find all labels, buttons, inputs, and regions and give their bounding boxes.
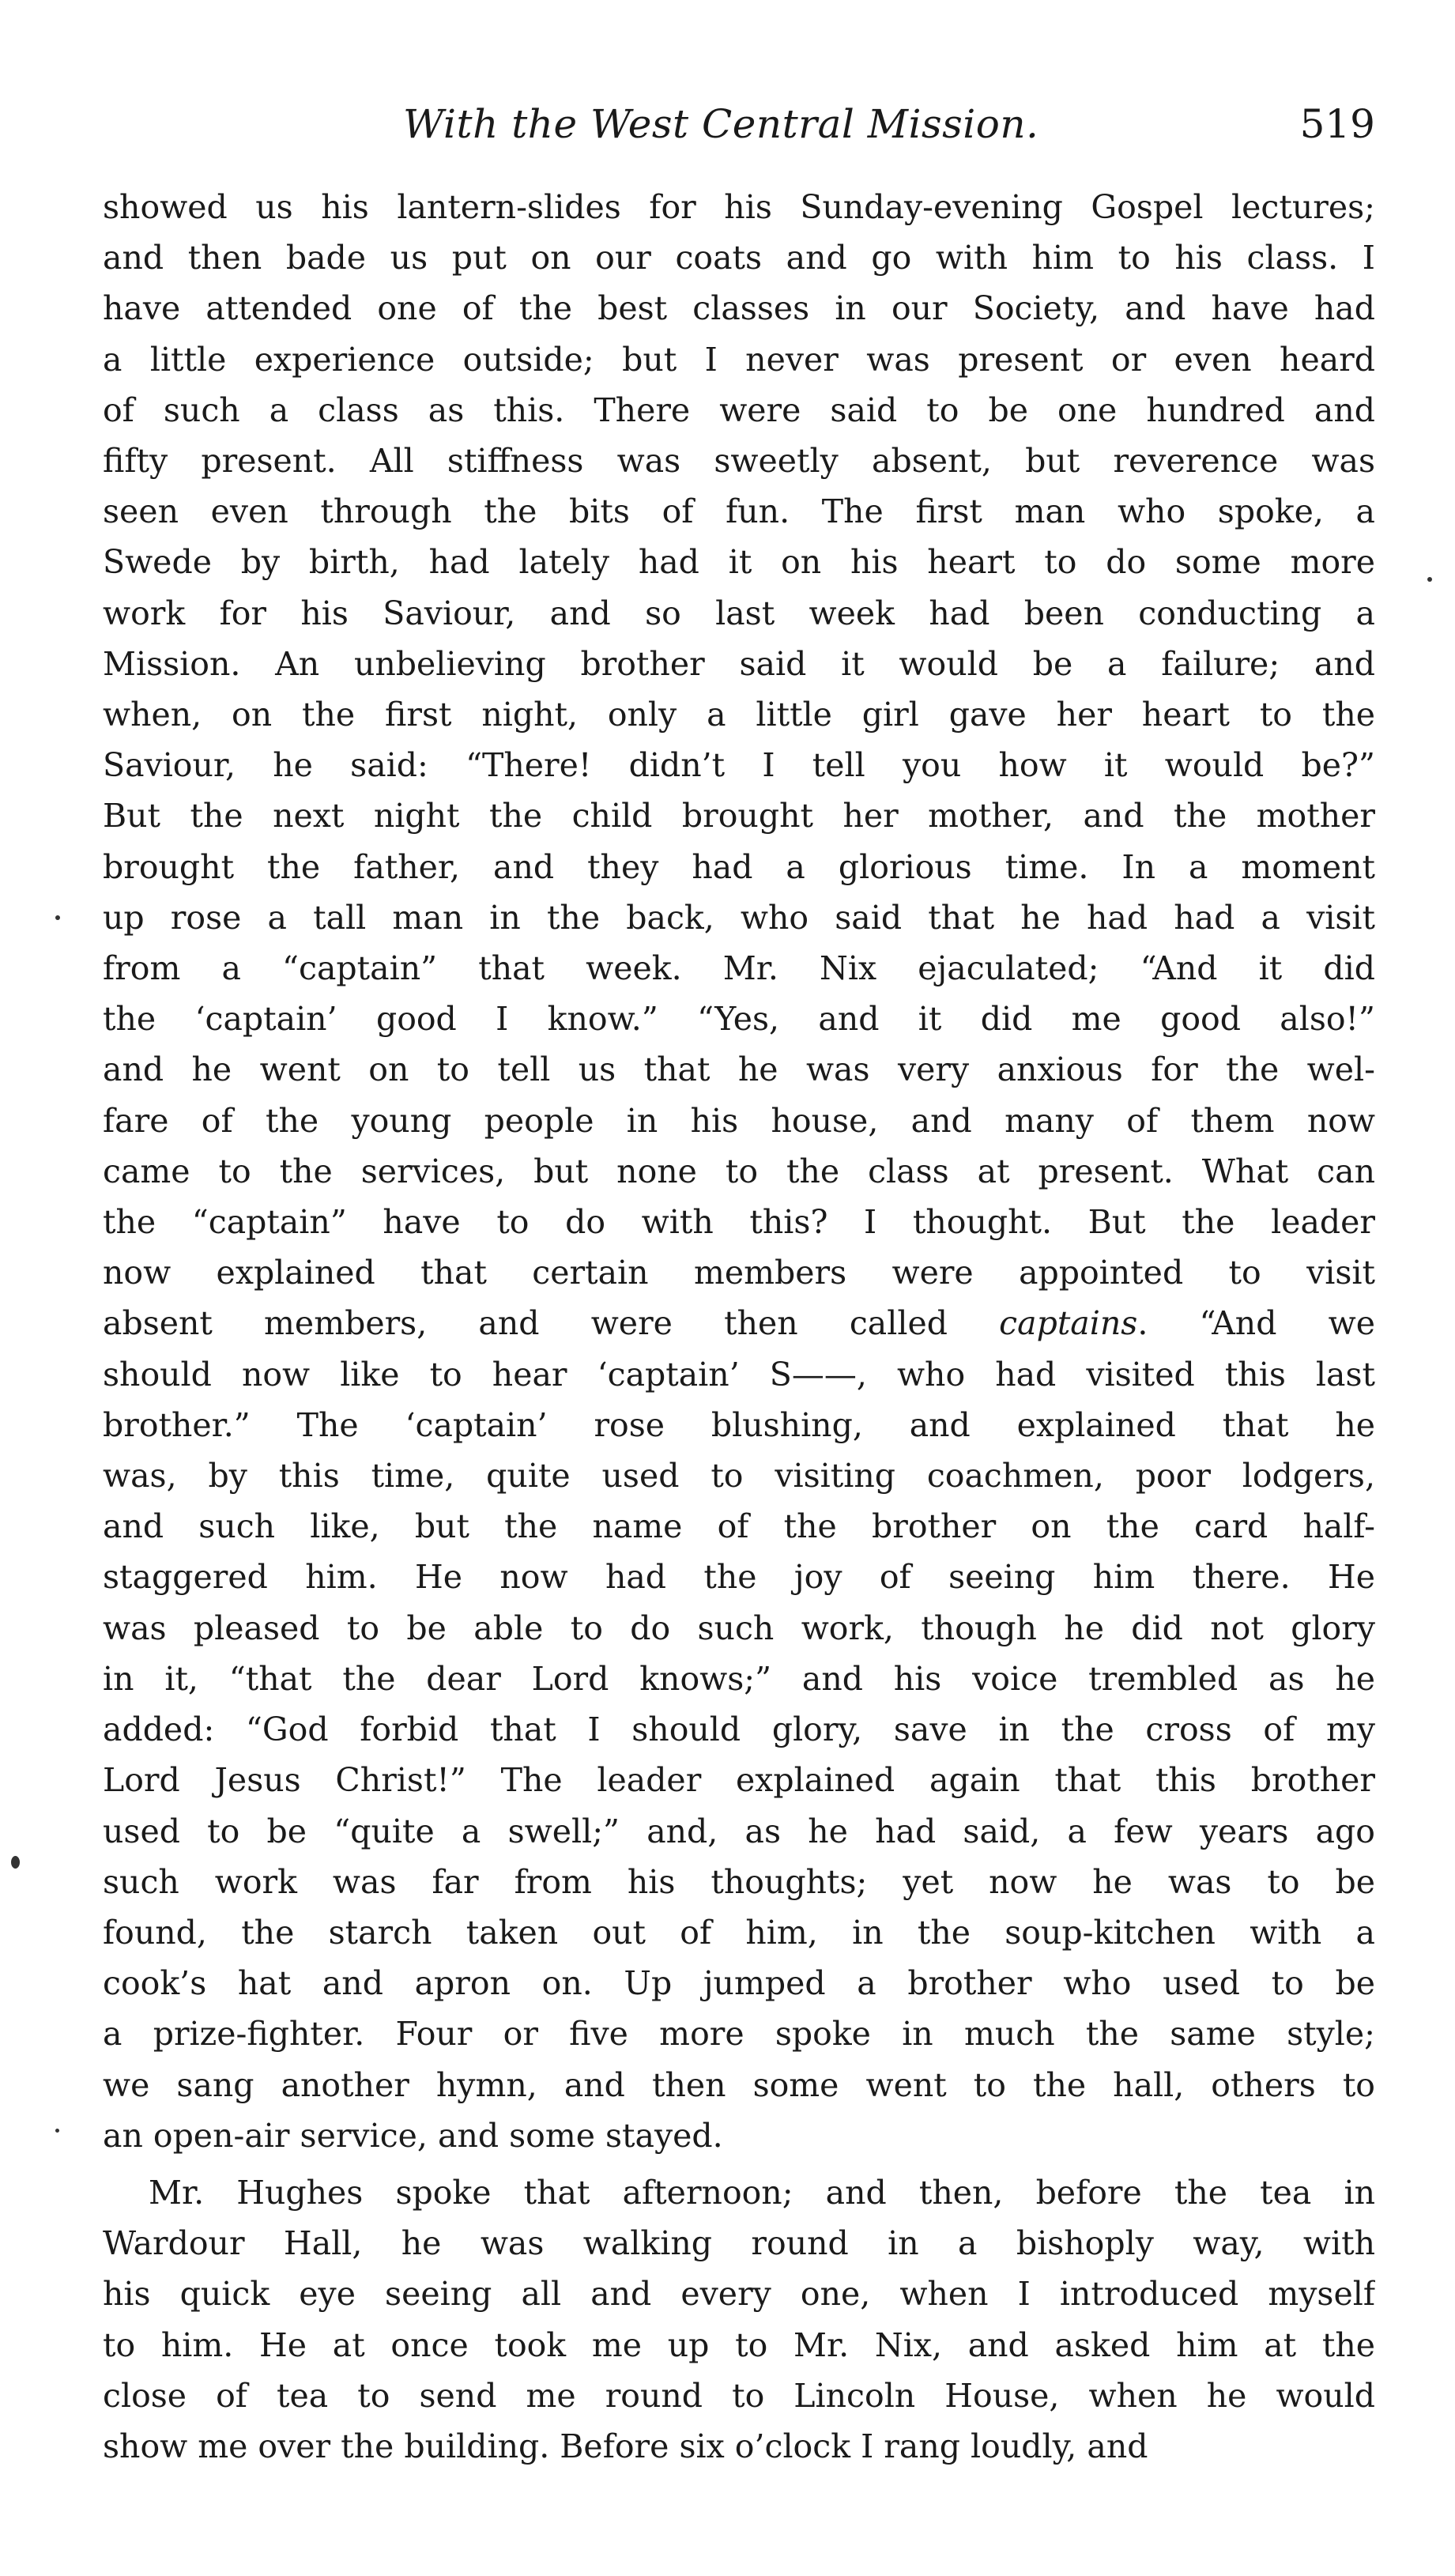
text-line: Wardour Hall, he was walking round in a bishoply way, with	[103, 2224, 1375, 2263]
text-line: an open-air service, and some stayed.	[103, 2116, 723, 2155]
text-line: his quick eye seeing all and every one, when I introduced myself	[103, 2275, 1375, 2314]
text-line: should now like to hear ‘captain’ S——, who had visited this last	[103, 1355, 1375, 1394]
text-line: Mission. An unbelieving brother said it would be a failure; and	[103, 644, 1375, 683]
text-line: seen even through the bits of fun. The first man who spoke, a	[103, 492, 1375, 531]
text-line: showed us his lantern-slides for his Sunday-evening Gospel lectures;	[103, 188, 1375, 226]
text-line: such work was far from his thoughts; yet now he was to be	[103, 1862, 1375, 1901]
margin-dot	[1427, 577, 1432, 582]
text-line: cook’s hat and apron on. Up jumped a brother who used to be	[103, 1964, 1375, 2003]
text-line: and such like, but the name of the brother on the card half-	[103, 1507, 1375, 1546]
text-line: was pleased to be able to do such work, though he did not glory	[103, 1609, 1375, 1647]
text-line: a little experience outside; but I never was present or even heard	[103, 340, 1375, 379]
text-line: up rose a tall man in the back, who said that he had had a visit	[103, 898, 1375, 937]
text-line: to him. He at once took me up to Mr. Nix, and asked him at the	[103, 2325, 1375, 2364]
text-line: the ‘captain’ good I know.” “Yes, and it did me good also!”	[103, 1000, 1375, 1039]
text-line: added: “God forbid that I should glory, save in the cross of my	[103, 1710, 1375, 1749]
text-line: brought the father, and they had a glorious time. In a moment	[103, 847, 1375, 886]
text-line: when, on the first night, only a little girl gave her heart to the	[103, 696, 1375, 734]
text-line: fifty present. All stiffness was sweetly absent, but reverence was	[103, 442, 1375, 481]
text-line: found, the starch taken out of him, in the soup-kitchen with a	[103, 1913, 1375, 1952]
text-line: the “captain” have to do with this? I thought. But the leader	[103, 1203, 1375, 1242]
text-line: brother.” The ‘captain’ rose blushing, and explained that he	[103, 1405, 1375, 1444]
text-line: from a “captain” that week. Mr. Nix ejaculated; “And it did	[103, 949, 1375, 988]
text-line: Saviour, he said: “There! didn’t I tell you how it would be?”	[103, 746, 1375, 785]
text-line: now explained that certain members were appointed to visit	[103, 1254, 1375, 1292]
text-line: have attended one of the best classes in our Society, and have had	[103, 289, 1375, 328]
text-line: Mr. Hughes spoke that afternoon; and then, before the tea in	[149, 2173, 1375, 2212]
text-line: used to be “quite a swell;” and, as he had said, a few years ago	[103, 1812, 1375, 1850]
page-header	[103, 89, 1375, 160]
text-line: Swede by birth, had lately had it on his heart to do some more	[103, 543, 1375, 582]
margin-dot	[55, 915, 60, 920]
paragraph	[103, 2167, 1375, 2472]
text-line: and then bade us put on our coats and go with him to his class. I	[103, 239, 1375, 277]
body-text	[103, 182, 1375, 2472]
text-line: a prize-fighter. Four or five more spoke in much the same style;	[103, 2015, 1375, 2054]
text-line: absent members, and were then called captains. “And we	[103, 1304, 1375, 1343]
text-line: came to the services, but none to the class at present. What can	[103, 1152, 1375, 1190]
text-line: and he went on to tell us that he was very anxious for the wel-	[103, 1050, 1375, 1089]
text-line: in it, “that the dear Lord knows;” and his voice trembled as he	[103, 1659, 1375, 1698]
text-line: Lord Jesus Christ!” The leader explained again that this brother	[103, 1761, 1375, 1800]
italic-word: captains	[999, 1304, 1138, 1343]
text-line: fare of the young people in his house, and many of them now	[103, 1101, 1375, 1140]
text-line: show me over the building. Before six o’clock I rang loudly, and	[103, 2427, 1148, 2465]
text-line: work for his Saviour, and so last week had been conducting a	[103, 594, 1375, 632]
page-number: 519	[1299, 101, 1375, 147]
text-line: we sang another hymn, and then some went to the hall, others to	[103, 2065, 1375, 2104]
paragraph	[103, 182, 1375, 2161]
text-line: close of tea to send me round to Lincoln House, when he would	[103, 2376, 1375, 2415]
margin-dot	[55, 2129, 59, 2133]
text-line: was, by this time, quite used to visiting coachmen, poor lodgers,	[103, 1457, 1375, 1495]
text-line: staggered him. He now had the joy of seeing him there. He	[103, 1558, 1375, 1597]
running-title: With the West Central Mission.	[403, 101, 1039, 147]
margin-dot	[11, 1856, 20, 1869]
text-line: of such a class as this. There were said to be one hundred and	[103, 390, 1375, 429]
text-line: But the next night the child brought her mother, and the mother	[103, 797, 1375, 835]
